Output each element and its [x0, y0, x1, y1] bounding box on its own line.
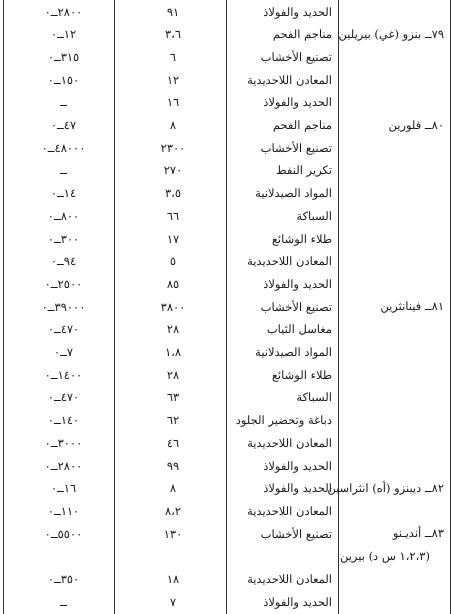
table-row [4, 523, 338, 546]
amount-cell: ٢٨ [166, 367, 180, 382]
table-row [4, 92, 338, 115]
industry-cell: المعادن اللاحديدية [247, 503, 332, 518]
amount-cell: ٣،٥ [164, 186, 182, 201]
industry-cell: المعادن اللاحديدية [247, 572, 332, 587]
compound-label: ٧٩ــ بنزو (غي) بيريلين [338, 27, 444, 42]
compound-label: ٨١ــ فينانثرين [380, 299, 444, 314]
industry-cell: الحديد والفولاذ [263, 481, 332, 496]
table-row [4, 296, 338, 319]
table-row [4, 364, 338, 387]
table-row [4, 546, 338, 569]
amount-cell: ١٢ [166, 72, 180, 87]
table-row [4, 115, 338, 138]
amount-cell: ٨،٢ [164, 503, 182, 518]
industry-cell: السباكة [296, 390, 332, 405]
table-row [4, 69, 338, 92]
value-cell: ٢٨٠٠ــ٠ [44, 4, 83, 19]
value-cell: ٣٥٠ــ٠ [47, 572, 80, 587]
table-row [4, 160, 338, 183]
value-cell: ٣١٥ــ٠ [47, 49, 80, 64]
industry-cell: المواد الصيدلانية [255, 186, 332, 201]
industry-cell: دباغة وتحضير الجلود [235, 413, 332, 428]
amount-cell: ١٧ [166, 231, 180, 246]
table-row [4, 319, 338, 342]
amount-cell: ٧ [169, 594, 177, 609]
value-cell: ١٦ــ٠ [50, 481, 77, 496]
industry-cell: طلاء الوشائع [271, 367, 332, 382]
industry-cell: الحديد والفولاذ [263, 95, 332, 110]
compound-label: ٨٣ــ أنديـنو [392, 526, 444, 541]
industry-cell: تكرير النفط [275, 163, 332, 178]
value-cell: ــ [60, 95, 67, 110]
table-row [4, 251, 338, 274]
table-row [4, 432, 338, 455]
data-table [3, 0, 451, 614]
industry-cell: المواد الصيدلانية [255, 345, 332, 360]
table-row [4, 342, 338, 365]
amount-cell: ٦٣ [166, 390, 180, 405]
industry-cell: تصنيع الأخشاب [260, 299, 332, 314]
table-row [4, 205, 338, 228]
industry-cell: تصنيع الأخشاب [260, 140, 332, 155]
value-cell: ٣٠٠ــ٠ [47, 231, 80, 246]
industry-cell: الحديد والفولاذ [263, 4, 332, 19]
amount-cell: ٥ [169, 254, 177, 269]
industry-cell: تصنيع الأخشاب [260, 49, 332, 64]
amount-cell: ٨ [169, 118, 177, 133]
value-cell: ٤٧٠ــ٠ [47, 322, 80, 337]
value-cell: ٣٠٠٠ــ٠ [44, 435, 83, 450]
value-cell: ١٥٠ــ٠ [47, 72, 80, 87]
value-cell: ٣٩٠٠٠ــ٠ [41, 299, 86, 314]
amount-cell: ٣٨٠٠ [160, 299, 186, 314]
table-row [4, 137, 338, 160]
table-row [4, 455, 338, 478]
industry-cell: الحديد والفولاذ [263, 594, 332, 609]
amount-cell: ١٣٠ [163, 526, 183, 541]
value-cell: ٥٥٠٠ــ٠ [44, 526, 83, 541]
industry-cell: المعادن اللاحديدية [247, 254, 332, 269]
value-cell: ١٤ــ٠ [50, 186, 77, 201]
industry-cell: مناجم الفحم [272, 27, 332, 42]
industry-cell: الحديد والفولاذ [263, 276, 332, 291]
industry-cell: تصنيع الأخشاب [260, 526, 332, 541]
industry-cell: الحديد والفولاذ [263, 458, 332, 473]
industry-cell: السباكة [296, 208, 332, 223]
value-cell: ٨٠٠ــ٠ [47, 208, 80, 223]
value-cell: ٩٤ــ٠ [50, 254, 77, 269]
industry-cell: طلاء الوشائع [271, 231, 332, 246]
value-cell: ١٢ــ٠ [50, 27, 77, 42]
table-row [4, 569, 338, 592]
table-row [4, 478, 338, 501]
amount-cell: ١٦ [166, 95, 180, 110]
amount-cell: ٦٢ [166, 413, 180, 428]
amount-cell: ١٨ [166, 572, 180, 587]
amount-cell: ٦ [169, 49, 177, 64]
industry-cell: المعادن اللاحديدية [247, 435, 332, 450]
value-cell: ــ [60, 594, 67, 609]
table-row [4, 24, 338, 47]
value-cell: ١٤٠ــ٠ [47, 413, 80, 428]
compound-label: ٨٠ــ فلورين [388, 117, 444, 132]
amount-cell: ١،٨ [164, 345, 182, 360]
amount-cell: ٩٩ [166, 458, 180, 473]
value-cell: ١١٠ــ٠ [47, 503, 80, 518]
amount-cell: ٢٨ [166, 322, 180, 337]
table-row [4, 46, 338, 69]
amount-cell: ٩١ [166, 4, 180, 19]
amount-cell: ٢٧٠ [163, 163, 183, 178]
value-cell: ٤٨٠٠٠ــ٠ [41, 140, 86, 155]
value-cell: ــ [60, 163, 67, 178]
table-row [4, 591, 338, 614]
table-row [4, 183, 338, 206]
value-cell: ٢٨٠٠ــ٠ [44, 458, 83, 473]
table-row [4, 228, 338, 251]
value-cell: ٤٧٠ــ٠ [47, 390, 80, 405]
table-row [4, 1, 338, 24]
table-row [4, 273, 338, 296]
compound-label: ٨٢ــ ديبنزو (أه) انثراسين [327, 481, 444, 496]
compound-label: (١،٢،٣ س د) بيرين [339, 549, 430, 564]
table-row [4, 500, 338, 523]
amount-cell: ٢٣٠٠ [160, 140, 186, 155]
industry-cell: مناجم الفحم [272, 118, 332, 133]
industry-cell: المعادن اللاحديدية [247, 72, 332, 87]
value-cell: ١٤٠٠ــ٠ [44, 367, 83, 382]
amount-cell: ٨٥ [166, 276, 180, 291]
amount-cell: ٣،٦ [164, 27, 182, 42]
table-row [4, 387, 338, 410]
table-row [4, 410, 338, 433]
amount-cell: ٨ [169, 481, 177, 496]
value-cell: ٧ــ٠ [53, 345, 74, 360]
value-cell: ٤٧ــ٠ [50, 118, 77, 133]
industry-cell: مغاسل الثياب [266, 322, 332, 337]
amount-cell: ٤٦ [166, 435, 180, 450]
value-cell: ٢٥٠٠ــ٠ [44, 276, 83, 291]
amount-cell: ٦٦ [166, 208, 180, 223]
